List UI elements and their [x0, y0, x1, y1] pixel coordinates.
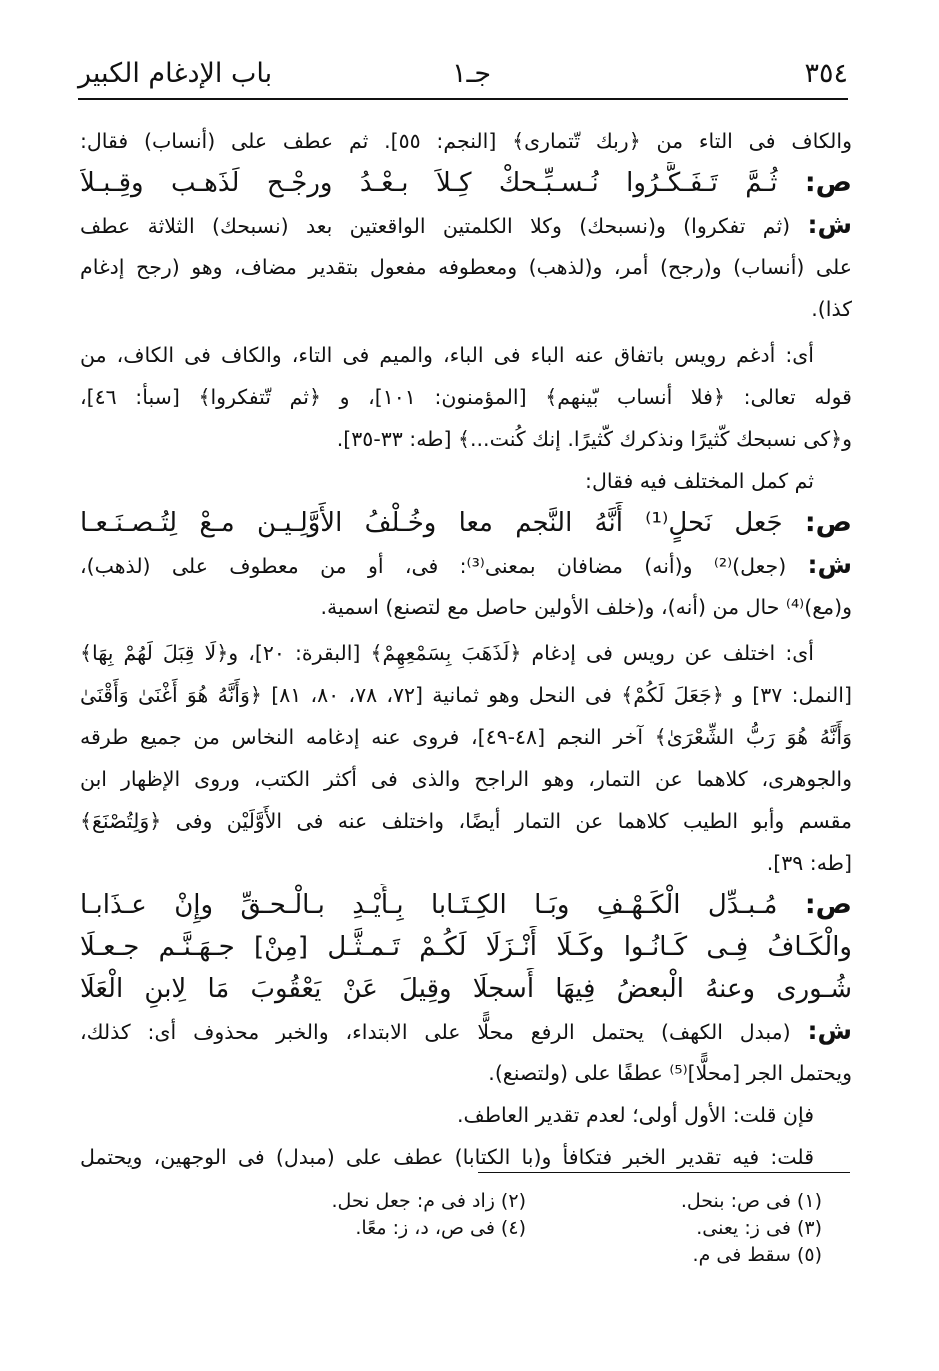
text-line: على (أنساب) و(رجح) أمر، و(لذهب) ومعطوفه مفعول بتقدير مضاف، وهو (رجح إدغام — [80, 255, 852, 279]
text-line: قوله تعالى: ﴿فلا أنساب بّينهم﴾ [المؤمنون: ١٠١]، و ﴿ثم تّتفكروا﴾ [سبأ: ٤٦]، — [80, 385, 852, 409]
text-line: أى: اختلف عن رويس فى إدغام ﴿لَذَهَبَ بِسَمْعِهِمْ﴾ [البقرة: ٢٠]، و﴿لَا قِبَلَ لَهُمْ بِهَا﴾ — [80, 641, 814, 665]
commentary-label: ش: — [807, 550, 852, 579]
commentary-text: (جعل)⁽²⁾ و(أنه) مضافان بمعنى⁽³⁾: فى، أو من معطوف على (لذهب)، — [80, 554, 787, 578]
text-line: والكاف فى التاء من ﴿ربك تّتمارى﴾ [النجم: ٥٥]. ثم عطف على (أنساب) فقال: — [80, 129, 852, 153]
footnote-1: (١) فى ص: بنحل. — [680, 1190, 822, 1212]
verse-text: مُـبـدِّل الْكَـهْـفِ وبَـا الكِـتَـابا بِـأَيْـدِ بـالْـحـقِّ وإِنْ عـذَابـا — [80, 890, 778, 920]
verse-label: ص: — [804, 889, 852, 920]
commentary-text: (مبدل الكهف) يحتمل الرفع محلًّا على الابتداء، والخبر محذوف أى: كذلك، — [80, 1020, 791, 1044]
footnotes — [230, 1188, 822, 1269]
footnote-row — [230, 1215, 822, 1242]
text-line: قلت: فيه تقدير الخبر فتكافأ و(با الكتابا) عطف على (مبدل) فى الوجهين، ويحتمل — [80, 1145, 814, 1169]
text-line: و﴿كى نسبحك كّثيرًا ونذكرك كّثيرًا. إنك كُنت...﴾ [طه: ٣٣-٣٥]. — [336, 427, 852, 451]
footnote-row — [230, 1188, 822, 1215]
main-text — [80, 120, 852, 1178]
footnote-separator — [478, 1172, 850, 1173]
page-number: ٣٥٤ — [804, 58, 848, 89]
text-line: مقسم وأبو الطيب كلاهما عن التمار أيضًا، واختلف عنه فى الأَوَّلَيْن وفى ﴿وَلِتُصْنَعَ﴾ — [80, 809, 852, 833]
chapter-title: باب الإدغام الكبير — [78, 58, 273, 89]
poem-verse — [80, 502, 852, 544]
verse-text: ثُـمَّ تَـفَـكَّـرُوا نُـسـبِّـحكْ كِـلاَ بـعْـدُ ورجْـح لَذَهـب وقِـبـلاَ — [80, 168, 778, 198]
text-line: وَأَنَّهُ هُوَ رَبُّ الشِّعْرَىٰ﴾ آخر النجم [٤٨-٤٩]، فروى عنه إدغامه النخاس من جميع طرقه — [80, 725, 852, 749]
commentary-text: (ثم تفكروا) و(نسبحك) وكلا الكلمتين الواقعتين بعد (نسبحك) الثلاثة عطف — [80, 214, 791, 238]
commentary-line — [80, 1010, 852, 1052]
footnote-3: (٣) فى ز: يعنى. — [696, 1217, 822, 1239]
text-line: [طه: ٣٩]. — [766, 851, 852, 875]
text-line: كذا). — [811, 297, 852, 321]
text-line: أى: أدغم رويس باتفاق عنه الباء فى الباء، والميم فى التاء، والكاف فى الكاف، من — [80, 343, 814, 367]
header-rule — [78, 98, 848, 100]
footnote-5: (٥) سقط فى م. — [692, 1244, 822, 1266]
text-line: ثم كمل المختلف فيه فقال: — [585, 469, 814, 493]
volume-label: جـ١ — [452, 58, 492, 89]
text-line: و(مع)⁽⁴⁾ حال من (أنه)، و(خلف الأولين حاصل مع لتصنع) اسمية. — [320, 595, 852, 619]
footnote-row — [230, 1242, 822, 1269]
footnote-2: (٢) زاد فى م: جعل نحل. — [331, 1190, 526, 1212]
text-line: والجوهرى، كلاهما عن التمار، وهو الراجح والذى فى أكثر الكتب، وروى الإظهار ابن — [80, 767, 852, 791]
poem-verse: والْكَـافُ فِـى كَـانُـوا وكَـلَا أَنْـزَلَا لَكُـمْ تَـمـثَّـل [مِنْ] جـهَـنَّـم جـعـلَا — [80, 932, 852, 962]
running-header — [78, 58, 848, 98]
verse-text: جَعل نَحلٍ⁽¹⁾ أَنَّهُ النَّجم معا وخُـلْفُ الأَوَّلِـيـن مـعْ لِتُـصـنَـعـا — [80, 508, 783, 538]
verse-label: ص: — [804, 167, 852, 198]
poem-verse — [80, 884, 852, 926]
poem-verse: شُـورى وعنهُ الْبعضُ فِيهَا أَسجلَا وقِيلَ عَنْ يَعْقُوبَ مَا لِابنِ الْعَلَا — [80, 974, 852, 1004]
commentary-line — [80, 544, 852, 586]
text-line: ويحتمل الجر [محلًّا]⁽⁵⁾ عطفًا على (ولتصنع). — [488, 1061, 852, 1085]
text-line: فإن قلت: الأول أولى؛ لعدم تقدير العاطف. — [456, 1103, 814, 1127]
footnote-4: (٤) فى ص، د، ز: معًا. — [355, 1217, 526, 1239]
poem-verse — [80, 162, 852, 204]
commentary-line — [80, 204, 852, 246]
commentary-label: ش: — [807, 1016, 852, 1045]
commentary-label: ش: — [807, 210, 852, 239]
verse-label: ص: — [804, 507, 852, 538]
text-line: [النمل: ٣٧] و ﴿جَعَلَ لَكُمْ﴾ فى النحل وهو ثمانية [٧٢، ٧٨، ٨٠، ٨١] ﴿وَأَنَّهُ هُوَ أَغْنَىٰ وَأَقْنَىٰ — [80, 683, 852, 707]
